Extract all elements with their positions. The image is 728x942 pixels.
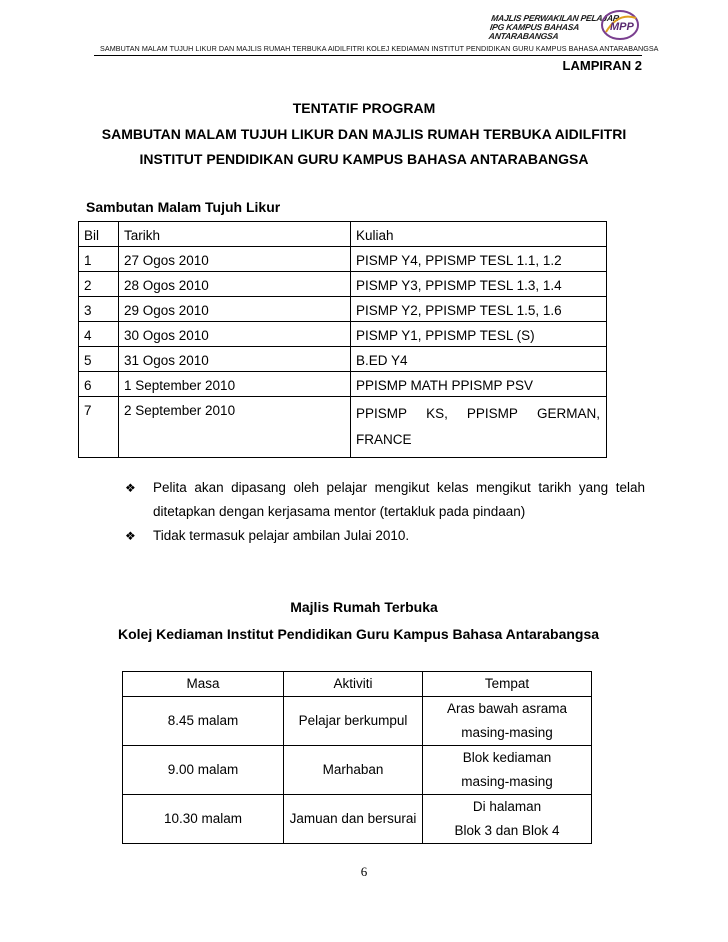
table-row <box>123 697 592 746</box>
table-row <box>79 247 607 272</box>
cell-aktiviti: Marhaban <box>284 746 423 795</box>
table-row <box>79 297 607 322</box>
list-item <box>125 524 645 548</box>
kuliah-word: PPISMP <box>356 406 408 421</box>
open-house-table <box>122 671 592 844</box>
cell-masa: 8.45 malam <box>123 697 284 746</box>
header-divider <box>94 55 642 56</box>
lampiran-label: LAMPIRAN 2 <box>562 58 642 73</box>
cell-kuliah: PISMP Y2, PPISMP TESL 1.5, 1.6 <box>351 297 607 322</box>
cell-bil: 5 <box>79 347 119 372</box>
cell-bil: 4 <box>79 322 119 347</box>
tempat-line-2: masing-masing <box>461 725 553 740</box>
col-header-tarikh: Tarikh <box>119 222 351 247</box>
table-row <box>123 795 592 844</box>
tempat-line-1: Aras bawah asrama <box>446 701 568 716</box>
cell-tempat <box>423 746 592 795</box>
table-row <box>79 322 607 347</box>
cell-tarikh: 29 Ogos 2010 <box>119 297 351 322</box>
cell-bil: 6 <box>79 372 119 397</box>
table-row <box>123 746 592 795</box>
cell-tarikh: 31 Ogos 2010 <box>119 347 351 372</box>
section-title-rumah-terbuka: Majlis Rumah Terbuka <box>290 599 438 615</box>
logo-line-1: MAJLIS PERWAKILAN PELAJAR <box>490 13 620 23</box>
col-header-bil: Bil <box>79 222 119 247</box>
diamond-bullet-icon: ❖ <box>125 529 136 543</box>
doc-subtitle-1: SAMBUTAN MALAM TUJUH LIKUR DAN MAJLIS RUMAH TERBUKA AIDILFITRI <box>101 126 627 142</box>
cell-masa: 9.00 malam <box>123 746 284 795</box>
tempat-line-2: Blok 3 dan Blok 4 <box>454 823 560 838</box>
kuliah-line-2: FRANCE <box>356 432 412 447</box>
cell-tempat <box>423 795 592 844</box>
tempat-line-1: Di halaman <box>472 799 542 814</box>
cell-kuliah: PISMP Y1, PPISMP TESL (S) <box>351 322 607 347</box>
cell-tarikh: 28 Ogos 2010 <box>119 272 351 297</box>
cell-kuliah: PISMP Y3, PPISMP TESL 1.3, 1.4 <box>351 272 607 297</box>
kuliah-word: GERMAN, <box>536 406 600 421</box>
table-header-row <box>79 222 607 247</box>
notes-list <box>125 476 645 548</box>
doc-subtitle-2: INSTITUT PENDIDIKAN GURU KAMPUS BAHASA ANTARABANGSA <box>139 151 589 167</box>
tempat-line-2: masing-masing <box>461 774 553 789</box>
cell-bil: 7 <box>79 397 119 458</box>
cell-bil: 1 <box>79 247 119 272</box>
table-header-row <box>123 672 592 697</box>
col-header-kuliah: Kuliah <box>351 222 607 247</box>
cell-kuliah: PPISMP MATH PPISMP PSV <box>351 372 607 397</box>
cell-tempat <box>423 697 592 746</box>
list-item <box>125 476 645 524</box>
doc-title: TENTATIF PROGRAM <box>292 100 436 116</box>
table-row <box>79 397 607 458</box>
cell-bil: 2 <box>79 272 119 297</box>
cell-kuliah: PISMP Y4, PPISMP TESL 1.1, 1.2 <box>351 247 607 272</box>
table-row <box>79 372 607 397</box>
col-header-masa: Masa <box>123 672 284 697</box>
page-number: 6 <box>360 864 368 879</box>
cell-tarikh: 27 Ogos 2010 <box>119 247 351 272</box>
col-header-aktiviti: Aktiviti <box>284 672 423 697</box>
kuliah-word: PPISMP <box>466 406 518 421</box>
cell-masa: 10.30 malam <box>123 795 284 844</box>
table-row <box>79 272 607 297</box>
cell-bil: 3 <box>79 297 119 322</box>
cell-tarikh: 30 Ogos 2010 <box>119 322 351 347</box>
schedule-table <box>78 221 607 458</box>
running-header: SAMBUTAN MALAM TUJUH LIKUR DAN MAJLIS RUMAH TERBUKA AIDILFITRI KOLEJ KEDIAMAN INSTITUT PENDIDIKAN GURU KAMPUS BAHASA ANTARABANGSA <box>100 44 659 53</box>
cell-aktiviti: Pelajar berkumpul <box>284 697 423 746</box>
section-title-tujuh-likur: Sambutan Malam Tujuh Likur <box>86 199 281 215</box>
section-subtitle-kolej: Kolej Kediaman Institut Pendidikan Guru Kampus Bahasa Antarabangsa <box>118 626 600 642</box>
mpp-logo <box>490 6 640 46</box>
cell-tarikh: 1 September 2010 <box>119 372 351 397</box>
note-text: Pelita akan dipasang oleh pelajar mengikut kelas mengikut tarikh yang telah ditetapkan dengan kerjasama mentor (tertakluk pada pindaan) <box>153 480 645 519</box>
logo-mark-text: MPP <box>610 21 634 33</box>
cell-kuliah <box>351 397 607 458</box>
cell-tarikh: 2 September 2010 <box>119 397 351 458</box>
note-text: Tidak termasuk pelajar ambilan Julai 2010. <box>153 528 410 543</box>
cell-kuliah: B.ED Y4 <box>351 347 607 372</box>
kuliah-word: KS, <box>426 406 448 421</box>
col-header-tempat: Tempat <box>423 672 592 697</box>
kuliah-line-1 <box>356 401 600 427</box>
diamond-bullet-icon: ❖ <box>125 481 136 495</box>
cell-aktiviti: Jamuan dan bersurai <box>284 795 423 844</box>
tempat-line-1: Blok kediaman <box>462 750 552 765</box>
mpp-emblem-icon <box>598 8 640 42</box>
table-row <box>79 347 607 372</box>
logo-line-2: IPG KAMPUS BAHASA ANTARABANGSA <box>488 22 580 41</box>
